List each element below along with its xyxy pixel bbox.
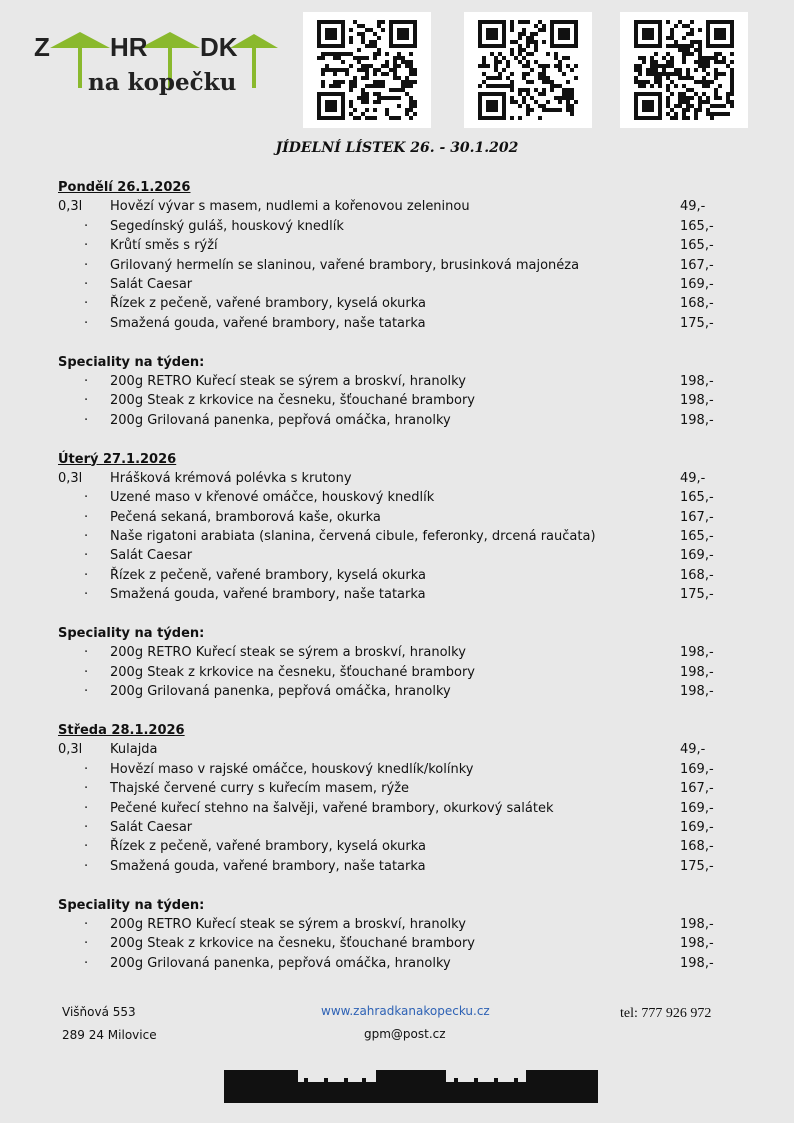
menu-item [58, 779, 738, 798]
address-street: Višňová 553 [62, 1005, 136, 1019]
logo-graphic [30, 20, 280, 100]
item-price: 198,- [680, 412, 714, 428]
day-heading: Úterý 27.1.2026 [58, 451, 177, 467]
day-section [58, 721, 738, 973]
item-price: 198,- [680, 955, 714, 971]
menu-item [58, 488, 738, 507]
menu-item [58, 857, 738, 876]
item-name: Krůtí směs s rýží [110, 238, 218, 254]
bullet-icon: · [84, 509, 89, 525]
bullet-icon: · [84, 781, 89, 797]
bullet-icon: · [84, 839, 89, 855]
item-price: 167,- [680, 509, 714, 525]
item-price: 169,- [680, 548, 714, 564]
bullet-icon: · [84, 645, 89, 661]
bullet-icon: · [84, 296, 89, 312]
menu-item [58, 294, 738, 313]
bullet-icon: · [84, 412, 89, 428]
bullet-icon: · [84, 936, 89, 952]
item-name: 200g RETRO Kuřecí steak se sýrem a broskví, hranolky [110, 373, 466, 389]
bullet-icon: · [84, 761, 89, 777]
item-price: 175,- [680, 858, 714, 874]
bullet-icon: · [84, 529, 89, 545]
item-name: Pečená sekaná, bramborová kaše, okurka [110, 509, 381, 525]
bullet-icon: · [84, 373, 89, 389]
item-name: Řízek z pečeně, vařené brambory, kyselá okurka [110, 567, 426, 583]
menu-item [58, 566, 738, 585]
special-item [58, 372, 738, 391]
qr-code-3[interactable] [620, 12, 748, 128]
special-item [58, 411, 738, 430]
item-price: 198,- [680, 916, 714, 932]
qr-code-icon [464, 12, 592, 128]
special-item [58, 663, 738, 682]
bullet-icon: · [84, 218, 89, 234]
soup-size: 0,3l [58, 199, 83, 215]
item-price: 169,- [680, 276, 714, 292]
bullet-icon: · [84, 567, 89, 583]
menu-item [58, 546, 738, 565]
item-price: 165,- [680, 490, 714, 506]
soup-price: 49,- [680, 199, 706, 215]
soup-row [58, 469, 738, 488]
item-price: 198,- [680, 373, 714, 389]
email-link[interactable]: gpm@post.cz [364, 1027, 446, 1041]
svg-text:HR: HR [110, 32, 148, 62]
item-name: Salát Caesar [110, 276, 193, 292]
menu-item [58, 217, 738, 236]
weekly-menu [58, 178, 738, 993]
soup-row [58, 197, 738, 216]
item-price: 165,- [680, 218, 714, 234]
item-name: Řízek z pečeně, vařené brambory, kyselá okurka [110, 296, 426, 312]
special-item [58, 954, 738, 973]
bullet-icon: · [84, 955, 89, 971]
item-name: Smažená gouda, vařené brambory, naše tatarka [110, 587, 426, 603]
restaurant-logo [30, 20, 280, 100]
menu-item [58, 837, 738, 856]
bullet-icon: · [84, 257, 89, 273]
bullet-icon: · [84, 276, 89, 292]
item-price: 165,- [680, 238, 714, 254]
bullet-icon: · [84, 238, 89, 254]
day-heading: Středa 28.1.2026 [58, 723, 185, 738]
soup-name: Hrášková krémová polévka s krutony [110, 470, 352, 486]
menu-item [58, 508, 738, 527]
item-name: Thajské červené curry s kuřecím masem, rýže [110, 781, 410, 797]
item-price: 168,- [680, 839, 714, 855]
item-price: 198,- [680, 393, 714, 409]
qr-code-2[interactable] [464, 12, 592, 128]
item-name: Uzené maso v křenové omáčce, houskový knedlík [110, 490, 435, 506]
bullet-icon: · [84, 393, 89, 409]
menu-item [58, 799, 738, 818]
day-section [58, 450, 738, 702]
item-name: Řízek z pečeně, vařené brambory, kyselá okurka [110, 839, 426, 855]
item-price: 175,- [680, 315, 714, 331]
day-section [58, 178, 738, 430]
fence-graphic [224, 1070, 598, 1103]
item-name: Grilovaný hermelín se slaninou, vařené brambory, brusinková majonéza [110, 257, 580, 273]
special-item [58, 934, 738, 953]
bullet-icon: · [84, 858, 89, 874]
menu-item [58, 256, 738, 275]
item-name: 200g RETRO Kuřecí steak se sýrem a broskví, hranolky [110, 645, 466, 661]
item-price: 198,- [680, 684, 714, 700]
menu-item [58, 818, 738, 837]
qr-code-icon [620, 12, 748, 128]
item-price: 169,- [680, 761, 714, 777]
item-name: 200g Steak z krkovice na česneku, šťouchané brambory [110, 664, 475, 680]
day-heading: Pondělí 26.1.2026 [58, 180, 191, 195]
bullet-icon: · [84, 548, 89, 564]
soup-size: 0,3l [58, 742, 83, 758]
item-name: 200g RETRO Kuřecí steak se sýrem a broskví, hranolky [110, 916, 466, 932]
bullet-icon: · [84, 819, 89, 835]
item-price: 169,- [680, 819, 714, 835]
item-name: 200g Grilovaná panenka, pepřová omáčka, hranolky [110, 412, 451, 428]
special-item [58, 915, 738, 934]
item-name: Salát Caesar [110, 548, 193, 564]
svg-text:DK: DK [200, 32, 238, 62]
menu-item [58, 236, 738, 255]
qr-code-1[interactable] [303, 12, 431, 128]
item-price: 175,- [680, 587, 714, 603]
item-price: 169,- [680, 800, 714, 816]
menu-item [58, 275, 738, 294]
speciality-heading: Speciality na týden: [58, 897, 205, 913]
footer-decoration [224, 1070, 598, 1103]
soup-name: Hovězí vývar s masem, nudlemi a kořenovou zeleninou [110, 199, 470, 215]
item-name: Salát Caesar [110, 819, 193, 835]
item-price: 198,- [680, 645, 714, 661]
menu-title: JÍDELNÍ LÍSTEK 26. - 30.1.202 [275, 140, 519, 156]
menu-item [58, 314, 738, 333]
soup-price: 49,- [680, 470, 706, 486]
item-name: 200g Grilovaná panenka, pepřová omáčka, hranolky [110, 955, 451, 971]
item-price: 198,- [680, 664, 714, 680]
bullet-icon: · [84, 490, 89, 506]
item-name: Naše rigatoni arabiata (slanina, červená cibule, feferonky, drcená raučata) [110, 529, 596, 545]
item-name: 200g Steak z krkovice na česneku, šťouchané brambory [110, 936, 475, 952]
speciality-heading: Speciality na týden: [58, 354, 205, 370]
item-name: Smažená gouda, vařené brambory, naše tatarka [110, 858, 426, 874]
item-price: 167,- [680, 257, 714, 273]
item-name: Segedínský guláš, houskový knedlík [110, 218, 344, 234]
menu-item [58, 527, 738, 546]
soup-size: 0,3l [58, 470, 83, 486]
item-price: 198,- [680, 936, 714, 952]
item-name: 200g Grilovaná panenka, pepřová omáčka, hranolky [110, 684, 451, 700]
bullet-icon: · [84, 684, 89, 700]
item-name: Smažená gouda, vařené brambory, naše tatarka [110, 315, 426, 331]
item-price: 167,- [680, 781, 714, 797]
item-name: Hovězí maso v rajské omáčce, houskový knedlík/kolínky [110, 761, 474, 777]
item-price: 168,- [680, 567, 714, 583]
item-name: Pečené kuřecí stehno na šalvěji, vařené brambory, okurkový salátek [110, 800, 554, 816]
soup-row [58, 740, 738, 759]
special-item [58, 682, 738, 701]
soup-name: Kulajda [110, 742, 158, 758]
speciality-heading: Speciality na týden: [58, 626, 205, 642]
bullet-icon: · [84, 664, 89, 680]
item-price: 168,- [680, 296, 714, 312]
bullet-icon: · [84, 916, 89, 932]
phone-number: tel: 777 926 972 [620, 1006, 712, 1021]
bullet-icon: · [84, 315, 89, 331]
website-link[interactable]: www.zahradkanakopecku.cz [321, 1004, 490, 1018]
bullet-icon: · [84, 800, 89, 816]
item-name: 200g Steak z krkovice na česneku, šťouchané brambory [110, 393, 475, 409]
address-city: 289 24 Milovice [62, 1028, 157, 1042]
qr-code-icon [303, 12, 431, 128]
menu-item [58, 760, 738, 779]
item-price: 165,- [680, 529, 714, 545]
menu-item [58, 585, 738, 604]
soup-price: 49,- [680, 742, 706, 758]
special-item [58, 643, 738, 662]
special-item [58, 391, 738, 410]
svg-text:Z: Z [34, 32, 51, 62]
logo-subtitle: na kopečku [88, 69, 237, 96]
bullet-icon: · [84, 587, 89, 603]
